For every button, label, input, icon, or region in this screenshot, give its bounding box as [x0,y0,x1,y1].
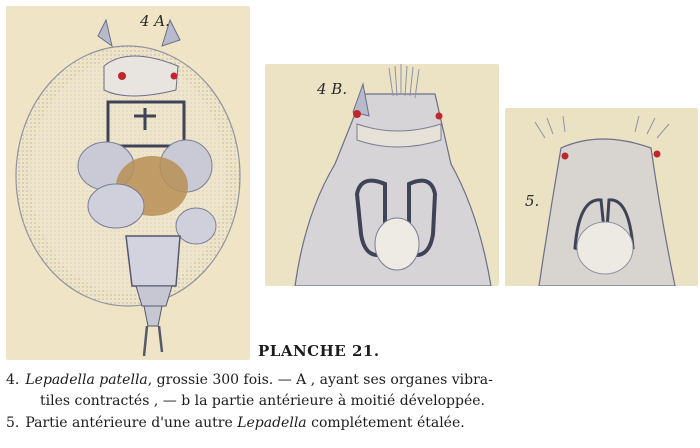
eye-spot-right [654,151,661,158]
caption-text: tiles contractés , — b la partie antérieure à moitié développée. [40,393,485,409]
figure-4b-illustration [265,64,499,286]
caption-text: complétement étalée. [311,415,465,431]
caption-figure-number: 4. [6,372,20,388]
caption-line-1 [6,372,493,388]
eye-spot-left [353,110,361,118]
figure-4b-drawing [265,64,499,286]
figure-5-label: 5. [525,192,540,210]
eye-spot-right [171,73,178,80]
eye-spot-right [436,113,443,120]
figure-4a-label: 4 A. [140,12,170,30]
caption-line-2 [40,393,485,409]
eye-spot-left [118,72,126,80]
plate-caption [0,340,700,448]
caption-figure-number: 5. [6,415,20,431]
caption-text: Partie antérieure d'une autre [25,415,233,431]
caption-text: , grossie 300 fois. — A , ayant ses organes vibra- [147,372,493,388]
figure-4a-drawing [6,6,250,360]
eye-spot-left [562,153,569,160]
figure-5-illustration [505,108,698,286]
genus-name: Lepadella [237,415,307,431]
figure-4b-label: 4 B. [317,80,348,98]
figure-4a-illustration [6,6,250,360]
species-name: Lepadella patella [25,372,148,388]
caption-line-3 [6,415,465,431]
plate-title: PLANCHE 21. [258,342,380,360]
